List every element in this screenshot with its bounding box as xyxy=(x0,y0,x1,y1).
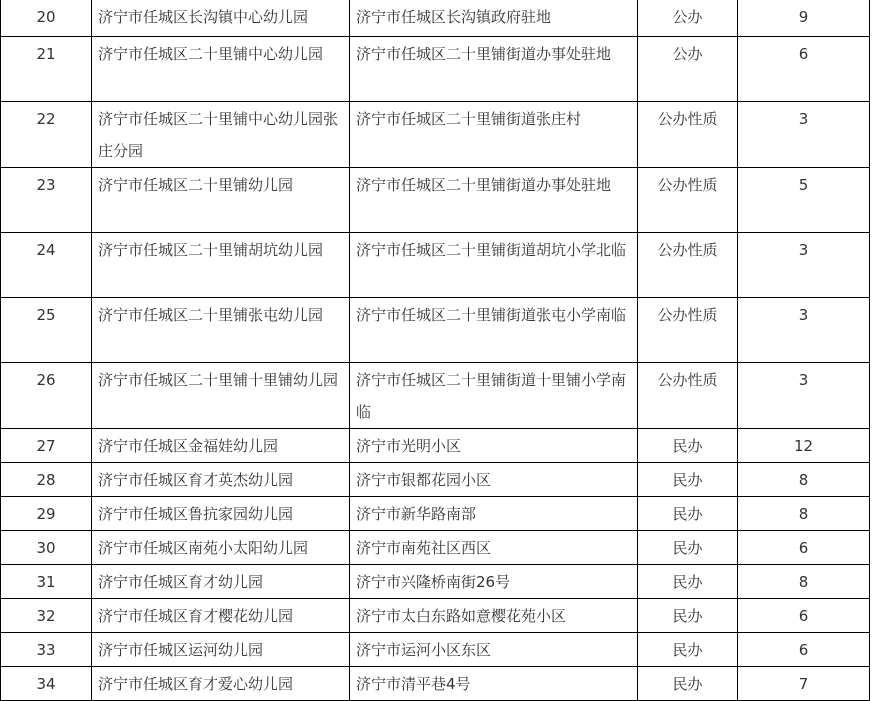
table-row xyxy=(1,36,870,101)
cell-count: 8 xyxy=(738,496,870,530)
cell-number: 21 xyxy=(1,36,92,101)
cell-number: 23 xyxy=(1,167,92,232)
cell-name: 济宁市任城区育才爱心幼儿园 xyxy=(92,666,350,700)
cell-count: 3 xyxy=(738,101,870,167)
cell-number: 27 xyxy=(1,428,92,462)
cell-type: 公办性质 xyxy=(638,167,738,232)
cell-count: 6 xyxy=(738,530,870,564)
table-row xyxy=(1,167,870,232)
cell-number: 22 xyxy=(1,101,92,167)
cell-number: 34 xyxy=(1,666,92,700)
cell-name: 济宁市任城区二十里铺中心幼儿园张庄分园 xyxy=(92,101,350,167)
cell-count: 12 xyxy=(738,428,870,462)
cell-name: 济宁市任城区育才幼儿园 xyxy=(92,564,350,598)
cell-type: 公办性质 xyxy=(638,232,738,297)
cell-address: 济宁市任城区二十里铺街道办事处驻地 xyxy=(350,167,638,232)
cell-name: 济宁市任城区育才樱花幼儿园 xyxy=(92,598,350,632)
cell-type: 公办 xyxy=(638,36,738,101)
table-row xyxy=(1,598,870,632)
cell-number: 20 xyxy=(1,0,92,36)
cell-address: 济宁市兴隆桥南街26号 xyxy=(350,564,638,598)
cell-type: 公办性质 xyxy=(638,362,738,428)
cell-count: 9 xyxy=(738,0,870,36)
table-row xyxy=(1,101,870,167)
cell-address: 济宁市任城区二十里铺街道办事处驻地 xyxy=(350,36,638,101)
cell-name: 济宁市任城区二十里铺胡坑幼儿园 xyxy=(92,232,350,297)
table-row xyxy=(1,0,870,36)
cell-type: 民办 xyxy=(638,666,738,700)
cell-type: 民办 xyxy=(638,564,738,598)
cell-type: 民办 xyxy=(638,632,738,666)
cell-count: 3 xyxy=(738,362,870,428)
cell-address: 济宁市任城区二十里铺街道胡坑小学北临 xyxy=(350,232,638,297)
cell-number: 26 xyxy=(1,362,92,428)
cell-count: 6 xyxy=(738,598,870,632)
cell-name: 济宁市任城区二十里铺十里铺幼儿园 xyxy=(92,362,350,428)
table-row xyxy=(1,462,870,496)
cell-address: 济宁市南苑社区西区 xyxy=(350,530,638,564)
cell-address: 济宁市新华路南部 xyxy=(350,496,638,530)
cell-type: 民办 xyxy=(638,428,738,462)
cell-count: 8 xyxy=(738,462,870,496)
cell-address: 济宁市任城区二十里铺街道张庄村 xyxy=(350,101,638,167)
cell-number: 24 xyxy=(1,232,92,297)
cell-type: 公办 xyxy=(638,0,738,36)
cell-address: 济宁市清平巷4号 xyxy=(350,666,638,700)
cell-address: 济宁市太白东路如意樱花苑小区 xyxy=(350,598,638,632)
cell-name: 济宁市任城区二十里铺幼儿园 xyxy=(92,167,350,232)
cell-address: 济宁市运河小区东区 xyxy=(350,632,638,666)
cell-count: 3 xyxy=(738,297,870,362)
cell-name: 济宁市任城区鲁抗家园幼儿园 xyxy=(92,496,350,530)
cell-type: 公办性质 xyxy=(638,297,738,362)
cell-count: 5 xyxy=(738,167,870,232)
table-row xyxy=(1,632,870,666)
cell-count: 7 xyxy=(738,666,870,700)
cell-number: 28 xyxy=(1,462,92,496)
table-row xyxy=(1,362,870,428)
cell-type: 民办 xyxy=(638,462,738,496)
cell-name: 济宁市任城区运河幼儿园 xyxy=(92,632,350,666)
table-row xyxy=(1,530,870,564)
cell-type: 民办 xyxy=(638,530,738,564)
table-row xyxy=(1,428,870,462)
cell-count: 6 xyxy=(738,632,870,666)
cell-type: 民办 xyxy=(638,598,738,632)
cell-number: 31 xyxy=(1,564,92,598)
table-row xyxy=(1,666,870,700)
table-row xyxy=(1,496,870,530)
cell-count: 3 xyxy=(738,232,870,297)
cell-name: 济宁市任城区金福娃幼儿园 xyxy=(92,428,350,462)
cell-number: 29 xyxy=(1,496,92,530)
table-row xyxy=(1,564,870,598)
table-row xyxy=(1,297,870,362)
cell-name: 济宁市任城区二十里铺中心幼儿园 xyxy=(92,36,350,101)
cell-number: 25 xyxy=(1,297,92,362)
cell-number: 32 xyxy=(1,598,92,632)
cell-count: 6 xyxy=(738,36,870,101)
cell-address: 济宁市银都花园小区 xyxy=(350,462,638,496)
cell-name: 济宁市任城区二十里铺张屯幼儿园 xyxy=(92,297,350,362)
cell-address: 济宁市任城区二十里铺街道十里铺小学南临 xyxy=(350,362,638,428)
cell-address: 济宁市任城区长沟镇政府驻地 xyxy=(350,0,638,36)
cell-count: 8 xyxy=(738,564,870,598)
cell-name: 济宁市任城区育才英杰幼儿园 xyxy=(92,462,350,496)
cell-number: 30 xyxy=(1,530,92,564)
cell-type: 民办 xyxy=(638,496,738,530)
cell-type: 公办性质 xyxy=(638,101,738,167)
table-row xyxy=(1,232,870,297)
cell-name: 济宁市任城区长沟镇中心幼儿园 xyxy=(92,0,350,36)
cell-name: 济宁市任城区南苑小太阳幼儿园 xyxy=(92,530,350,564)
cell-address: 济宁市任城区二十里铺街道张屯小学南临 xyxy=(350,297,638,362)
cell-address: 济宁市光明小区 xyxy=(350,428,638,462)
cell-number: 33 xyxy=(1,632,92,666)
